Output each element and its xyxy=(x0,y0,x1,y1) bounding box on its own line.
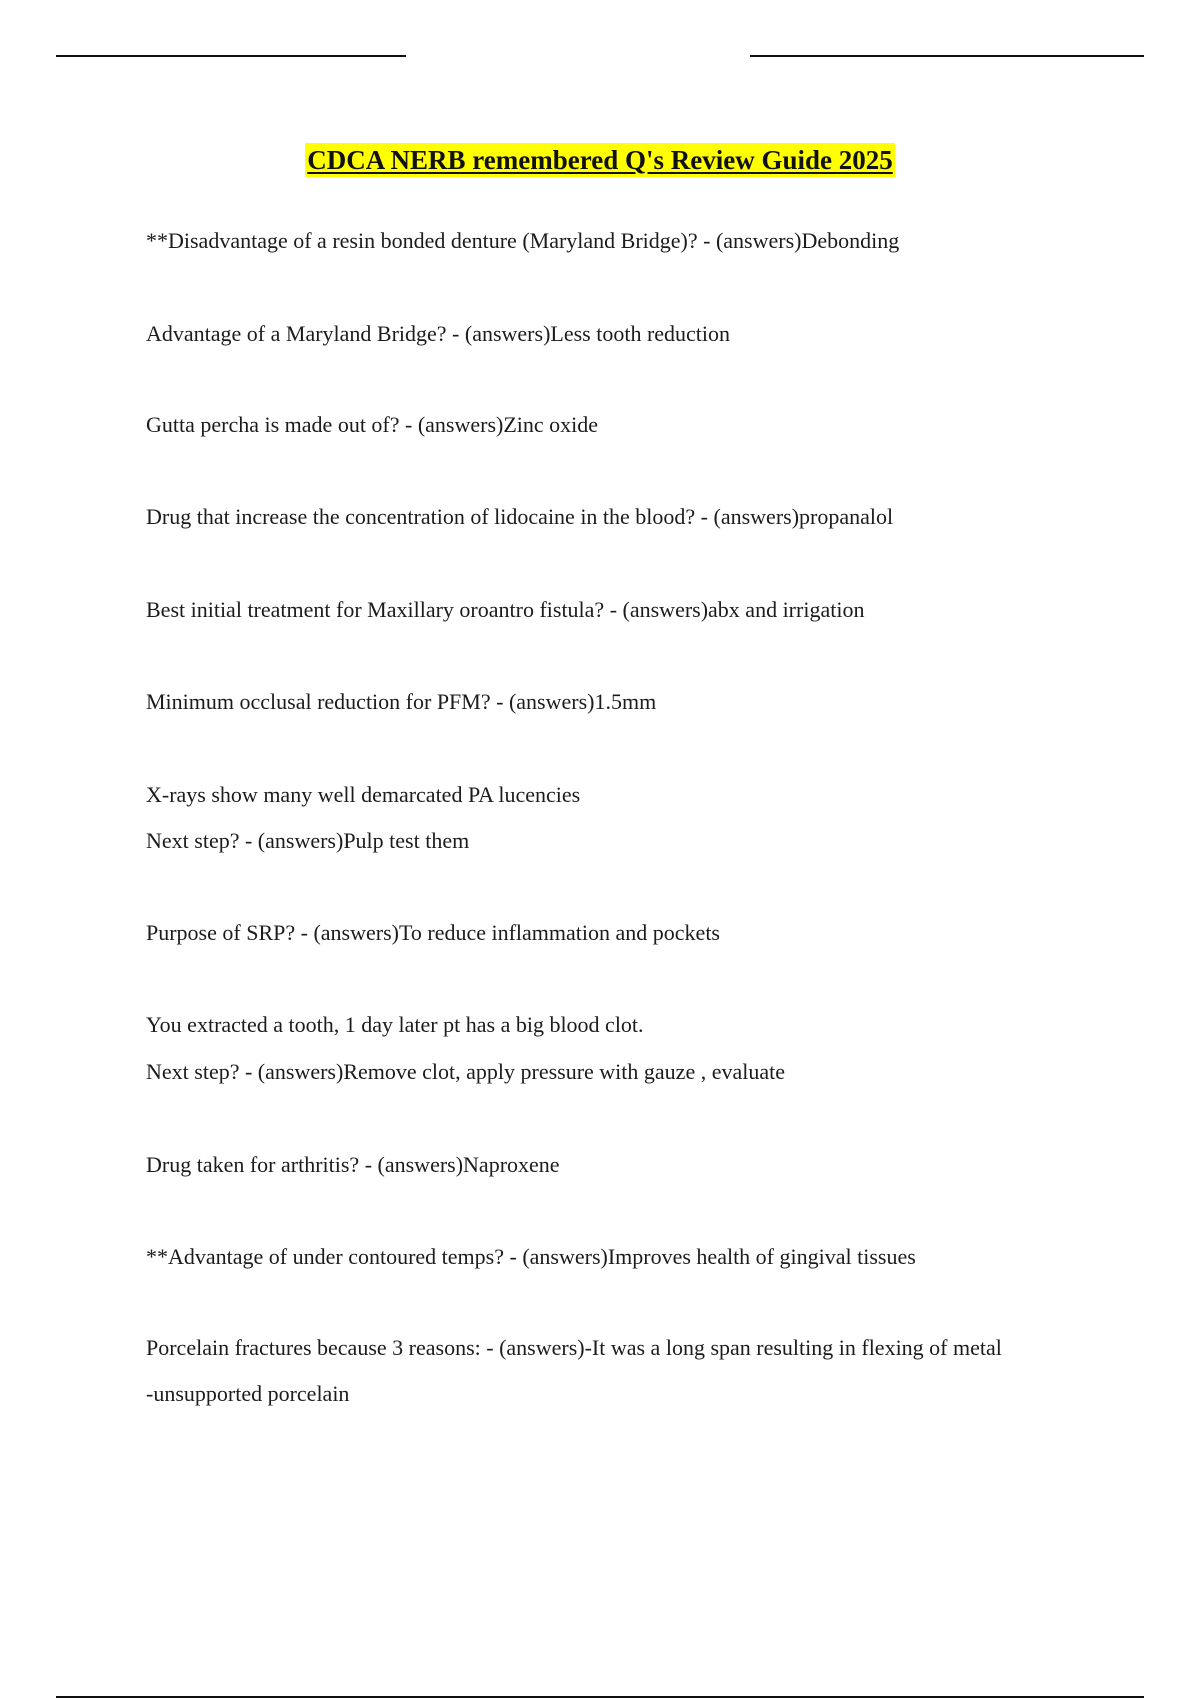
qa-item-9-line-2: Next step? - (answers)Remove clot, apply pressure with gauze , evaluate xyxy=(146,1059,785,1084)
qa-item-9-line-1: You extracted a tooth, 1 day later pt has a big blood clot. xyxy=(146,1012,644,1037)
title-container xyxy=(0,143,1200,177)
qa-item-7-line-2: Next step? - (answers)Pulp test them xyxy=(146,828,470,853)
qa-item-6-line-1: Minimum occlusal reduction for PFM? - (answers)1.5mm xyxy=(146,689,657,714)
qa-item-8-line-1: Purpose of SRP? - (answers)To reduce inflammation and pockets xyxy=(146,920,720,945)
page-title: CDCA NERB remembered Q's Review Guide 2025 xyxy=(307,145,893,175)
qa-item-10-line-1: Drug taken for arthritis? - (answers)Naproxene xyxy=(146,1152,560,1177)
header-rule-right xyxy=(750,55,1144,57)
qa-item-12-line-1: Porcelain fractures because 3 reasons: - (answers)-It was a long span resulting in flexing of metal xyxy=(146,1335,1002,1360)
footer-rule xyxy=(56,1696,1144,1698)
qa-item-11-line-1: **Advantage of under contoured temps? - (answers)Improves health of gingival tissues xyxy=(146,1244,916,1269)
qa-item-1-line-1: **Disadvantage of a resin bonded denture (Maryland Bridge)? - (answers)Debonding xyxy=(146,228,900,253)
qa-item-5-line-1: Best initial treatment for Maxillary oroantro fistula? - (answers)abx and irrigation xyxy=(146,597,865,622)
qa-item-3-line-1: Gutta percha is made out of? - (answers)Zinc oxide xyxy=(146,412,599,437)
header-rule-left xyxy=(56,55,406,57)
qa-item-4-line-1: Drug that increase the concentration of lidocaine in the blood? - (answers)propanalol xyxy=(146,504,894,529)
qa-item-2-line-1: Advantage of a Maryland Bridge? - (answers)Less tooth reduction xyxy=(146,321,731,346)
qa-item-12-line-2: -unsupported porcelain xyxy=(146,1381,350,1406)
qa-item-7-line-1: X-rays show many well demarcated PA lucencies xyxy=(146,782,581,807)
